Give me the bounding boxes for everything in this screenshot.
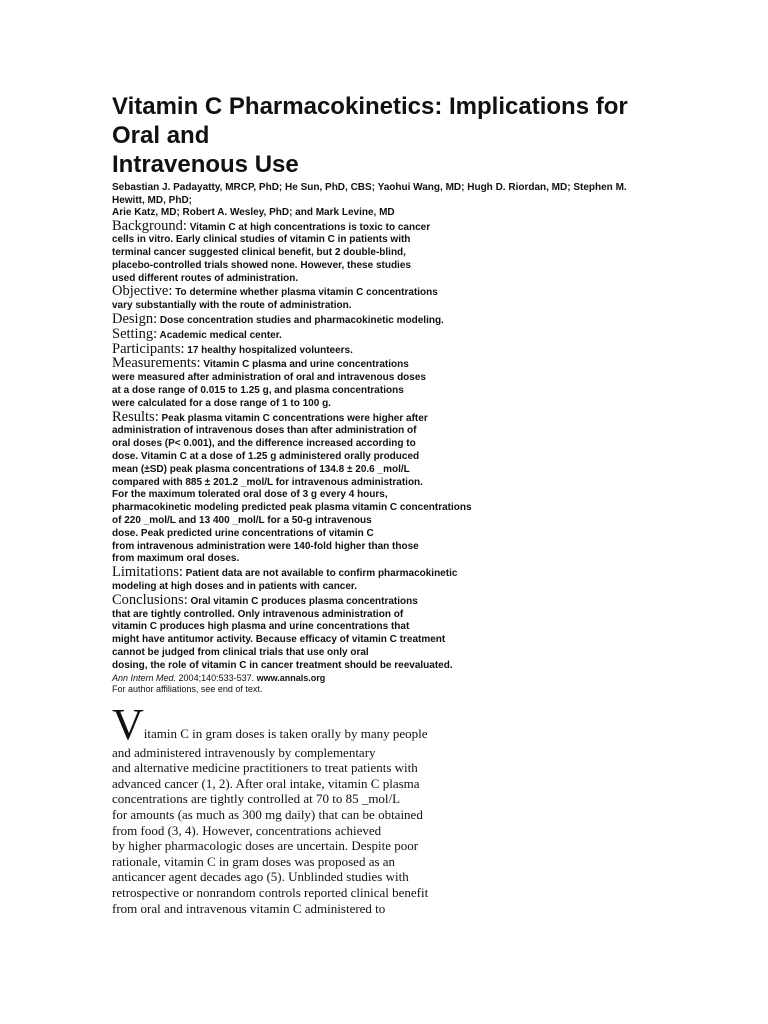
abstract-line — [112, 451, 728, 464]
abstract-line-text: that are tightly controlled. Only intravenous administration of — [112, 608, 404, 620]
abstract-line-text: terminal cancer suggested clinical benefit, but 2 double-blind, — [112, 247, 406, 259]
abstract-section-label: Design: — [112, 311, 158, 328]
abstract-line — [112, 372, 728, 385]
abstract-line — [112, 566, 728, 581]
abstract-line-text: from intravenous administration were 140-fold higher than those — [112, 540, 419, 552]
abstract-section — [112, 591, 728, 673]
abstract-line — [112, 273, 728, 286]
abstract-section — [112, 285, 728, 313]
abstract-line-text: Academic medical center. — [159, 329, 282, 341]
citation — [112, 673, 728, 684]
abstract-line-text: of 220 _mol/L and 13 400 _mol/L for a 50-g intravenous — [112, 515, 372, 527]
abstract-line — [112, 325, 728, 343]
abstract-line — [112, 660, 728, 673]
body-line: advanced cancer (1, 2). After oral intake, vitamin C plasma — [112, 775, 420, 791]
abstract-line-text: cannot be judged from clinical trials that use only oral — [112, 647, 369, 658]
abstract — [112, 217, 728, 673]
title-line: Oral and — [112, 122, 210, 149]
abstract-line — [112, 464, 728, 477]
abstract-line-text: were calculated for a dose range of 1 to 100 g. — [112, 397, 331, 409]
abstract-section-label: Limitations: — [112, 564, 183, 581]
title-line: Intravenous Use — [112, 151, 299, 178]
author-line: Arie Katz, MD; Robert A. Wesley, PhD; and Mark Levine, MD — [112, 207, 395, 218]
citation-journal: Ann Intern Med. — [112, 672, 177, 683]
body-text — [112, 701, 442, 917]
abstract-line — [112, 300, 728, 313]
abstract-line — [112, 385, 728, 398]
abstract-line — [112, 634, 728, 647]
abstract-line-text: To determine whether plasma vitamin C concentrations — [175, 287, 438, 299]
abstract-line-text: Dose concentration studies and pharmacokinetic modeling. — [159, 315, 444, 327]
body-first-line — [112, 699, 442, 749]
body-lines — [112, 745, 442, 917]
body-line: concentrations are tightly controlled at 70 to 85 _mol/L — [112, 791, 401, 807]
abstract-line — [112, 502, 728, 515]
citation-url[interactable]: www.annals.org — [256, 672, 326, 683]
title-line: Vitamin C Pharmacokinetics: Implications for — [112, 93, 628, 120]
author-line: Sebastian J. Padayatty, MRCP, PhD; He Sun, PhD, CBS; Yaohui Wang, MD; Hugh D. Riordan, MD; Stephen M. — [112, 182, 627, 193]
abstract-line-text: administration of intravenous doses than after administration of — [112, 425, 417, 437]
abstract-section-label: Objective: — [112, 283, 173, 300]
abstract-line-text: dose. Vitamin C at a dose of 1.25 g administered orally produced — [112, 451, 420, 463]
abstract-section-label: Conclusions: — [112, 591, 188, 608]
abstract-section-label: Background: — [112, 217, 187, 234]
abstract-line-text: vary substantially with the route of administration. — [112, 300, 352, 312]
citation-ref: 2004;140:533-537. — [176, 672, 257, 683]
abstract-line-text: pharmacokinetic modeling predicted peak plasma vitamin C concentrations — [112, 502, 472, 514]
abstract-line — [112, 541, 728, 554]
abstract-line — [112, 247, 728, 260]
abstract-line — [112, 217, 728, 235]
abstract-line — [112, 591, 728, 609]
body-line: for amounts (as much as 300 mg daily) that can be obtained — [112, 806, 423, 822]
abstract-line — [112, 234, 728, 247]
abstract-line-text: Peak plasma vitamin C concentrations were higher after — [161, 412, 428, 424]
abstract-line-text: were measured after administration of oral and intravenous doses — [112, 372, 426, 384]
abstract-line — [112, 647, 728, 660]
abstract-line — [112, 438, 728, 451]
abstract-section — [112, 217, 728, 286]
abstract-section — [112, 325, 728, 343]
abstract-line — [112, 553, 728, 566]
abstract-line — [112, 408, 728, 426]
abstract-section — [112, 313, 728, 328]
abstract-line-text: from maximum oral doses. — [112, 553, 240, 565]
abstract-section — [112, 357, 728, 410]
body-line: from oral and intravenous vitamin C administered to — [112, 900, 386, 916]
body-line: from food (3, 4). However, concentrations achieved — [112, 822, 382, 838]
abstract-line-text: dosing, the role of vitamin C in cancer treatment should be reevaluated. — [112, 659, 453, 671]
abstract-line-text: used different routes of administration. — [112, 272, 299, 284]
abstract-line-text: might have antitumor activity. Because efficacy of vitamin C treatment — [112, 634, 446, 646]
abstract-line-text: compared with 885 ± 201.2 _mol/L for intravenous administration. — [112, 476, 423, 488]
abstract-line-text: mean (±SD) peak plasma concentrations of 134.8 ± 20.6 _mol/L — [112, 463, 410, 475]
abstract-section — [112, 408, 728, 567]
abstract-line — [112, 609, 728, 622]
article-title — [112, 92, 728, 179]
abstract-line-text: modeling at high doses and in patients with cancer. — [112, 581, 358, 593]
abstract-line — [112, 285, 728, 300]
abstract-line — [112, 477, 728, 490]
abstract-line — [112, 260, 728, 273]
abstract-line — [112, 515, 728, 528]
abstract-line — [112, 313, 728, 328]
abstract-section-label: Measurements: — [112, 355, 201, 372]
abstract-line — [112, 398, 728, 411]
abstract-section — [112, 566, 728, 594]
abstract-section-label: Participants: — [112, 340, 185, 357]
abstract-line-text: vitamin C produces high plasma and urine concentrations that — [112, 621, 410, 633]
author-line: Hewitt, MD, PhD; — [112, 194, 192, 206]
body-line: anticancer agent decades ago (5). Unblinded studies with — [112, 869, 409, 885]
abstract-line — [112, 528, 728, 541]
body-line: and administered intravenously by complementary — [112, 744, 376, 760]
abstract-line-text: at a dose range of 0.015 to 1.25 g, and plasma concentrations — [112, 385, 404, 397]
body-first-line-text: itamin C in gram doses is taken orally by many people — [143, 726, 428, 741]
abstract-line — [112, 357, 728, 372]
author-list — [112, 182, 728, 220]
abstract-line-text: oral doses (P< 0.001), and the difference increased according to — [112, 438, 416, 450]
abstract-line — [112, 425, 728, 438]
body-line: and alternative medicine practitioners to treat patients with — [112, 760, 418, 776]
abstract-line — [112, 340, 728, 358]
abstract-line-text: placebo-controlled trials showed none. However, these studies — [112, 259, 411, 271]
body-line: rationale, vitamin C in gram doses was proposed as an — [112, 853, 396, 869]
abstract-line-text: Vitamin C at high concentrations is toxic to cancer — [189, 221, 431, 233]
body-line: retrospective or nonrandom controls reported clinical benefit — [112, 884, 429, 900]
abstract-section-label: Results: — [112, 408, 159, 425]
abstract-line-text: 17 healthy hospitalized volunteers. — [187, 344, 353, 356]
abstract-line — [112, 621, 728, 634]
body-line: by higher pharmacologic doses are uncertain. Despite poor — [112, 838, 419, 854]
abstract-section — [112, 340, 728, 358]
abstract-line-text: Vitamin C plasma and urine concentrations — [203, 359, 409, 371]
abstract-section-label: Setting: — [112, 325, 158, 342]
drop-cap: V — [112, 699, 144, 749]
abstract-line-text: For the maximum tolerated oral dose of 3 g every 4 hours, — [112, 489, 388, 501]
abstract-line-text: Oral vitamin C produces plasma concentrations — [190, 595, 418, 607]
affiliations-note: For author affiliations, see end of text. — [112, 683, 263, 694]
abstract-line-text: dose. Peak predicted urine concentrations of vitamin C — [112, 527, 374, 539]
abstract-line-text: cells in vitro. Early clinical studies of vitamin C in patients with — [112, 234, 411, 246]
abstract-line-text: Patient data are not available to confirm pharmacokinetic — [185, 568, 458, 580]
abstract-line — [112, 489, 728, 502]
abstract-line — [112, 581, 728, 594]
